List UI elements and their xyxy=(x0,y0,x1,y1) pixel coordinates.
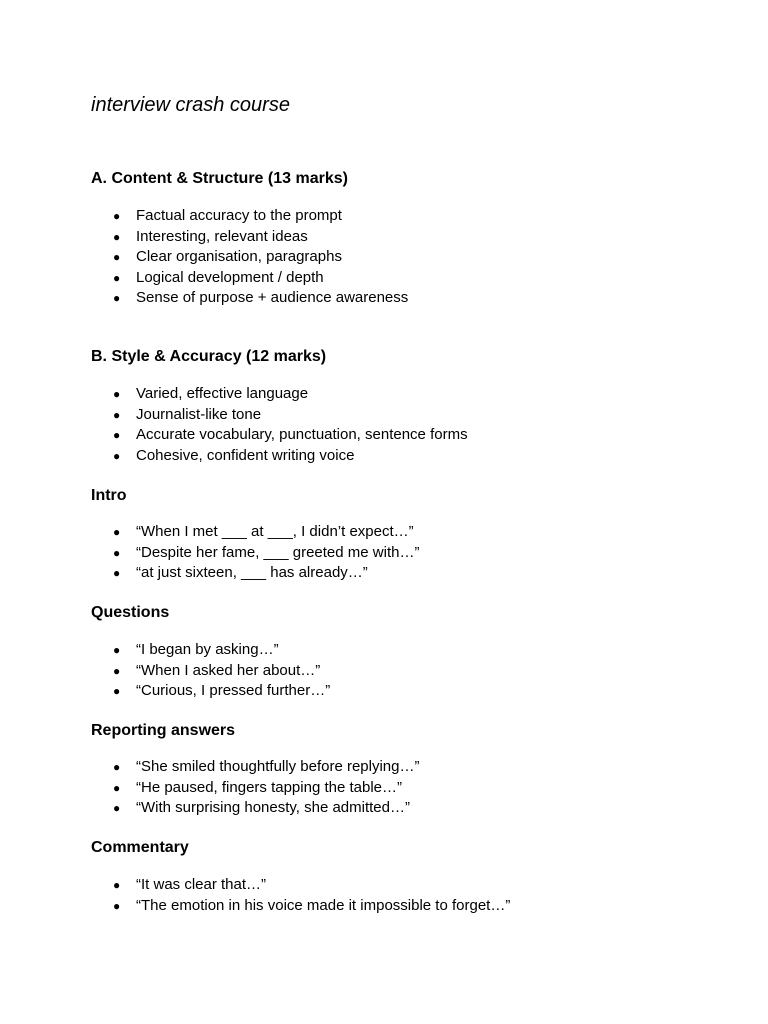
bullet-icon: ● xyxy=(113,525,121,539)
section-heading-content-structure: A. Content & Structure (13 marks) xyxy=(91,170,348,187)
section-heading-questions: Questions xyxy=(91,604,170,621)
bullet-icon: ● xyxy=(113,898,121,913)
list-item-text: “He paused, fingers tapping the table…” xyxy=(136,778,402,796)
bullet-icon: ● xyxy=(113,780,121,795)
list-item-text: Sense of purpose + audience awareness xyxy=(136,289,409,306)
list-item-text: “at just sixteen, ___ has already…” xyxy=(136,564,368,581)
bullet-icon: ● xyxy=(113,250,121,264)
bullet-icon: ● xyxy=(113,229,121,244)
bullet-icon: ● xyxy=(113,448,121,463)
section-heading-style-accuracy: B. Style & Accuracy (12 marks) xyxy=(91,348,327,365)
bullet-icon: ● xyxy=(113,801,121,815)
bullet-icon: ● xyxy=(113,270,121,285)
list-item-text: Varied, effective language xyxy=(136,385,309,402)
bullet-icon: ● xyxy=(113,643,121,657)
bullet-icon: ● xyxy=(113,684,121,698)
list-item-text: “When I asked her about…” xyxy=(136,661,321,679)
bullet-icon: ● xyxy=(113,545,121,560)
list-item-text: “Despite her fame, ___ greeted me with…” xyxy=(136,543,420,561)
list-item-text: Factual accuracy to the prompt xyxy=(136,207,342,224)
bullet-icon: ● xyxy=(113,387,121,401)
list-item-text: “I began by asking…” xyxy=(136,641,279,658)
bullet-icon: ● xyxy=(113,407,121,422)
document-title: interview crash course xyxy=(91,94,290,116)
list-item-text: Clear organisation, paragraphs xyxy=(136,248,342,265)
list-item-text: “With surprising honesty, she admitted…” xyxy=(136,799,410,816)
bullet-icon: ● xyxy=(113,566,121,580)
list-item-text: “The emotion in his voice made it impossible to forget…” xyxy=(136,896,511,914)
list-item-text: “It was clear that…” xyxy=(136,876,267,893)
section-heading-reporting-answers: Reporting answers xyxy=(91,722,236,739)
list-item-text: “She smiled thoughtfully before replying…” xyxy=(136,758,420,775)
bullet-icon: ● xyxy=(113,760,121,774)
list-item-text: Cohesive, confident writing voice xyxy=(136,446,355,464)
list-item-text: “When I met ___ at ___, I didn’t expect…” xyxy=(136,523,414,540)
list-item-text: Logical development / depth xyxy=(136,268,324,286)
bullet-icon: ● xyxy=(113,663,121,678)
bullet-icon: ● xyxy=(113,291,121,305)
bullet-icon: ● xyxy=(113,209,121,223)
list-item-text: Accurate vocabulary, punctuation, sentence forms xyxy=(136,426,468,443)
list-item-text: Interesting, relevant ideas xyxy=(136,227,308,245)
section-heading-commentary: Commentary xyxy=(91,839,189,856)
bullet-icon: ● xyxy=(113,428,121,442)
list-item-text: “Curious, I pressed further…” xyxy=(136,682,331,699)
section-heading-intro: Intro xyxy=(91,487,127,504)
bullet-icon: ● xyxy=(113,878,121,892)
list-item-text: Journalist-like tone xyxy=(136,405,262,423)
